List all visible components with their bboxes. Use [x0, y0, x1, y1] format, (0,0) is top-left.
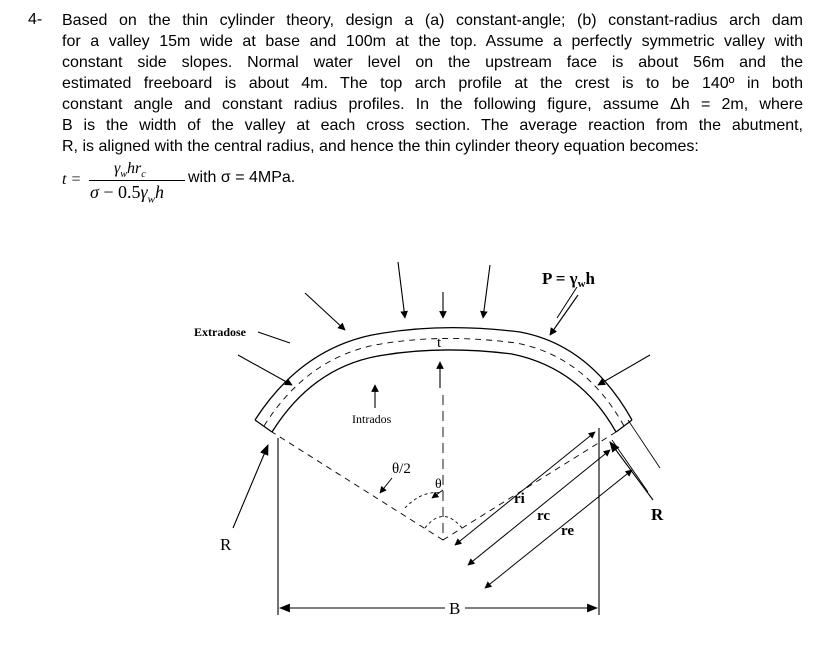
intrados-label: Intrados — [352, 412, 392, 426]
formula-stress-note: with σ = 4MPa. — [188, 169, 296, 186]
rc-extension — [612, 440, 648, 492]
half-angle-label: θ/2 — [392, 461, 411, 477]
ri-label: ri — [514, 491, 525, 507]
pressure-arrow-7 — [598, 355, 650, 385]
question-line-7: R, is aligned with the central radius, and hence the thin cylinder theory equation becomes: — [62, 138, 699, 155]
pressure-arrow-1 — [398, 262, 405, 318]
question-line-3: constant side slopes. Normal water level on the upstream face is about 56m and the — [62, 54, 803, 71]
arch-left-end — [255, 420, 272, 432]
question-number: 4- — [28, 11, 43, 28]
pressure-arrow-5 — [238, 355, 292, 385]
rc-label: rc — [537, 508, 551, 524]
left-radial-line — [272, 432, 443, 540]
left-reaction-arrow — [233, 445, 268, 528]
pressure-arrow-4 — [305, 293, 345, 330]
pressure-arrow-3 — [483, 265, 490, 318]
left-reaction-label: R — [220, 535, 232, 554]
extrados-label: Extradose — [194, 325, 246, 339]
thickness-label: t — [437, 335, 442, 351]
pressure-arrow-6 — [550, 295, 578, 335]
formula-numerator: $\gamma_whr_c$ — [114, 160, 146, 181]
question-line-2: for a valley 15m wide at base and 100m at the top. Assume a perfectly symmetric valley with — [62, 33, 803, 50]
re-extension — [628, 420, 660, 468]
arch-band — [255, 328, 632, 432]
pressure-label: P = γwh — [542, 269, 596, 290]
question-line-6: B is the width of the valley at each cross section. The average reaction from the abutment, — [62, 117, 803, 134]
re-dimension — [485, 470, 632, 588]
theta-arc — [425, 517, 462, 529]
formula-lhs: t = — [62, 171, 82, 188]
question-line-4: estimated freeboard is about 4m. The top arch profile at the crest is to be 140º in both — [62, 75, 803, 92]
re-label: re — [561, 523, 575, 539]
pressure-label-leader — [557, 287, 577, 318]
half-theta-pointer — [380, 478, 392, 493]
width-label: B — [449, 599, 461, 618]
extrados-leader — [258, 332, 290, 343]
question-line-5: constant angle and constant radius profiles. In the following figure, assume Δh = 2m, where — [62, 96, 803, 113]
right-reaction-label: R — [651, 505, 664, 524]
extrados-curve — [255, 328, 632, 420]
question-line-1: Based on the thin cylinder theory, design a (a) constant-angle; (b) constant-radius arch dam — [62, 12, 803, 29]
right-radial-line — [443, 432, 616, 540]
angle-label: θ — [435, 477, 442, 492]
formula-denominator: $\sigma - 0.5\gamma_wh$ — [90, 182, 164, 206]
intrados-curve — [272, 350, 616, 432]
